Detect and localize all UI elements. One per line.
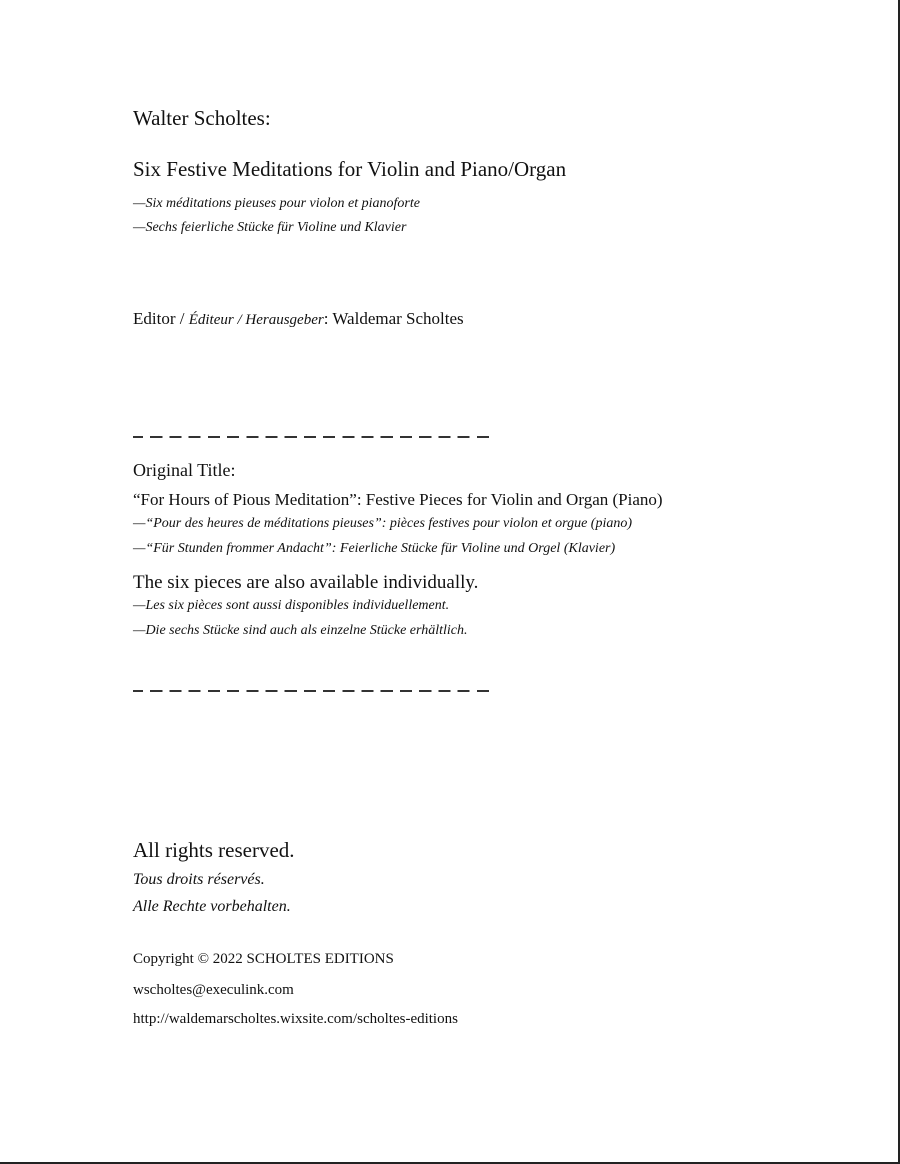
- copyright-line: Copyright © 2022 SCHOLTES EDITIONS: [133, 951, 394, 967]
- rights-notice: All rights reserved.: [133, 838, 295, 862]
- original-title-german: —“Für Stunden frommer Andacht”: Feierliche Stücke für Violine und Orgel (Klavier): [133, 541, 616, 556]
- dashed-divider: [133, 690, 495, 692]
- composer-name: Walter Scholtes:: [133, 106, 271, 130]
- work-title-french: —Six méditations pieuses pour violon et pianoforte: [133, 196, 420, 211]
- work-title: Six Festive Meditations for Violin and Piano/Organ: [133, 157, 567, 181]
- original-title: “For Hours of Pious Meditation”: Festive Pieces for Violin and Organ (Piano): [133, 490, 663, 509]
- availability-note-german: —Die sechs Stücke sind auch als einzelne Stücke erhältlich.: [133, 623, 468, 638]
- availability-note: The six pieces are also available individually.: [133, 572, 479, 593]
- dashed-divider: [133, 436, 495, 438]
- editor-line: [133, 309, 464, 329]
- availability-note-french: —Les six pièces sont aussi disponibles individuellement.: [133, 598, 450, 613]
- contact-email: wscholtes@execulink.com: [133, 982, 294, 998]
- website-url: http://waldemarscholtes.wixsite.com/scholtes-editions: [133, 1011, 458, 1027]
- editor-label-other: Éditeur / Herausgeber: [188, 312, 324, 328]
- work-title-german: —Sechs feierliche Stücke für Violine und Klavier: [133, 220, 407, 235]
- original-title-french: —“Pour des heures de méditations pieuses”: pièces festives pour violon et orgue (piano): [133, 516, 632, 531]
- editor-separator: :: [323, 309, 333, 328]
- editor-label-en: Editor /: [133, 309, 189, 328]
- rights-notice-german: Alle Rechte vorbehalten.: [133, 898, 291, 915]
- editor-name: Waldemar Scholtes: [332, 309, 464, 328]
- original-title-label: Original Title:: [133, 460, 236, 480]
- rights-notice-french: Tous droits réservés.: [133, 871, 265, 888]
